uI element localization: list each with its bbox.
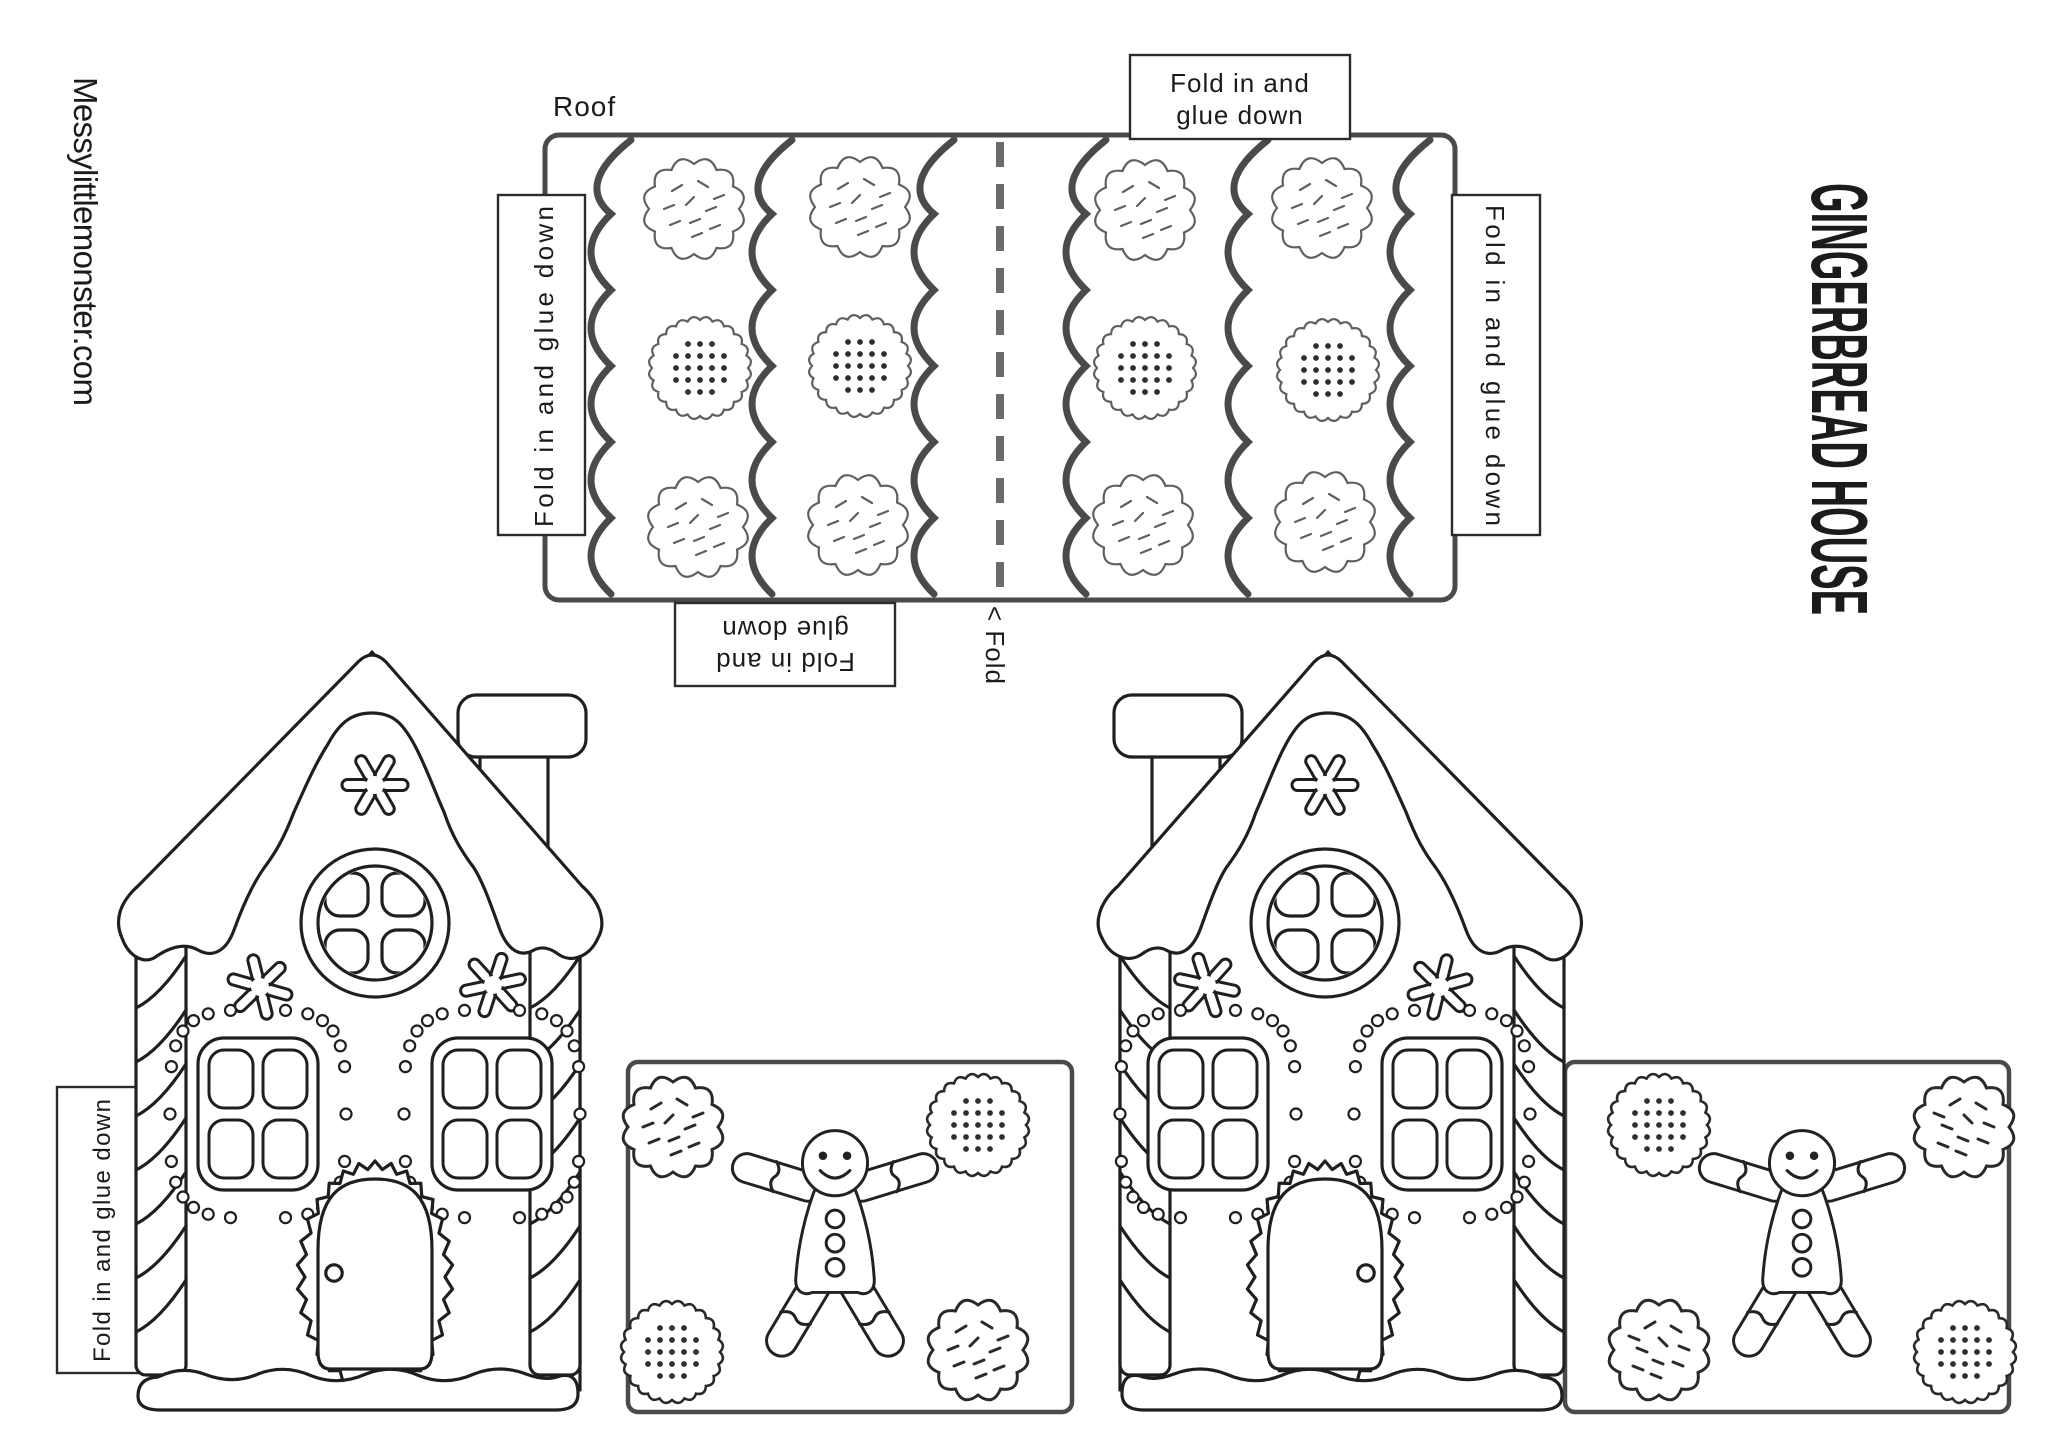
fold-glue-label: Fold in and glue down [529,205,559,527]
sprinkle-cookie-icon [1093,475,1193,575]
side-panel-right [1565,1062,2016,1412]
sprinkle-cookie-icon [808,475,908,575]
fold-glue-box-bottom [675,603,895,686]
fold-glue-label: glue down [721,615,849,645]
roof-panel [545,135,1455,600]
sprinkle-cookie-icon [1275,472,1375,572]
side-panel-middle [621,1062,1072,1412]
sprinkle-cookie-icon [1095,160,1195,260]
fold-glue-box-house-left [57,1087,140,1373]
sprinkle-cookie-icon [1272,158,1372,258]
house-front-right [1098,652,1581,1410]
sprinkle-cookie-icon [810,157,910,257]
fold-glue-box-top [1130,55,1350,139]
house-front-left [119,652,602,1410]
fold-glue-label: Fold in and [715,647,855,677]
fold-marker-label: < Fold [980,606,1010,685]
sprinkle-cookie-icon [644,159,744,259]
fold-glue-label: Fold in and [1170,68,1310,98]
fold-glue-label: Fold in and glue down [89,1098,116,1362]
fold-glue-label: Fold in and glue down [1480,205,1510,527]
site-credit: Messylittlemonster.com [67,77,104,407]
fold-glue-box-right [1452,195,1540,535]
fold-glue-box-left [498,195,585,535]
page-title: GINGERBREAD HOUSE [1795,183,1884,1090]
sprinkle-cookie-icon [648,477,748,577]
fold-glue-label: glue down [1176,100,1304,130]
roof-label: Roof [553,91,617,122]
